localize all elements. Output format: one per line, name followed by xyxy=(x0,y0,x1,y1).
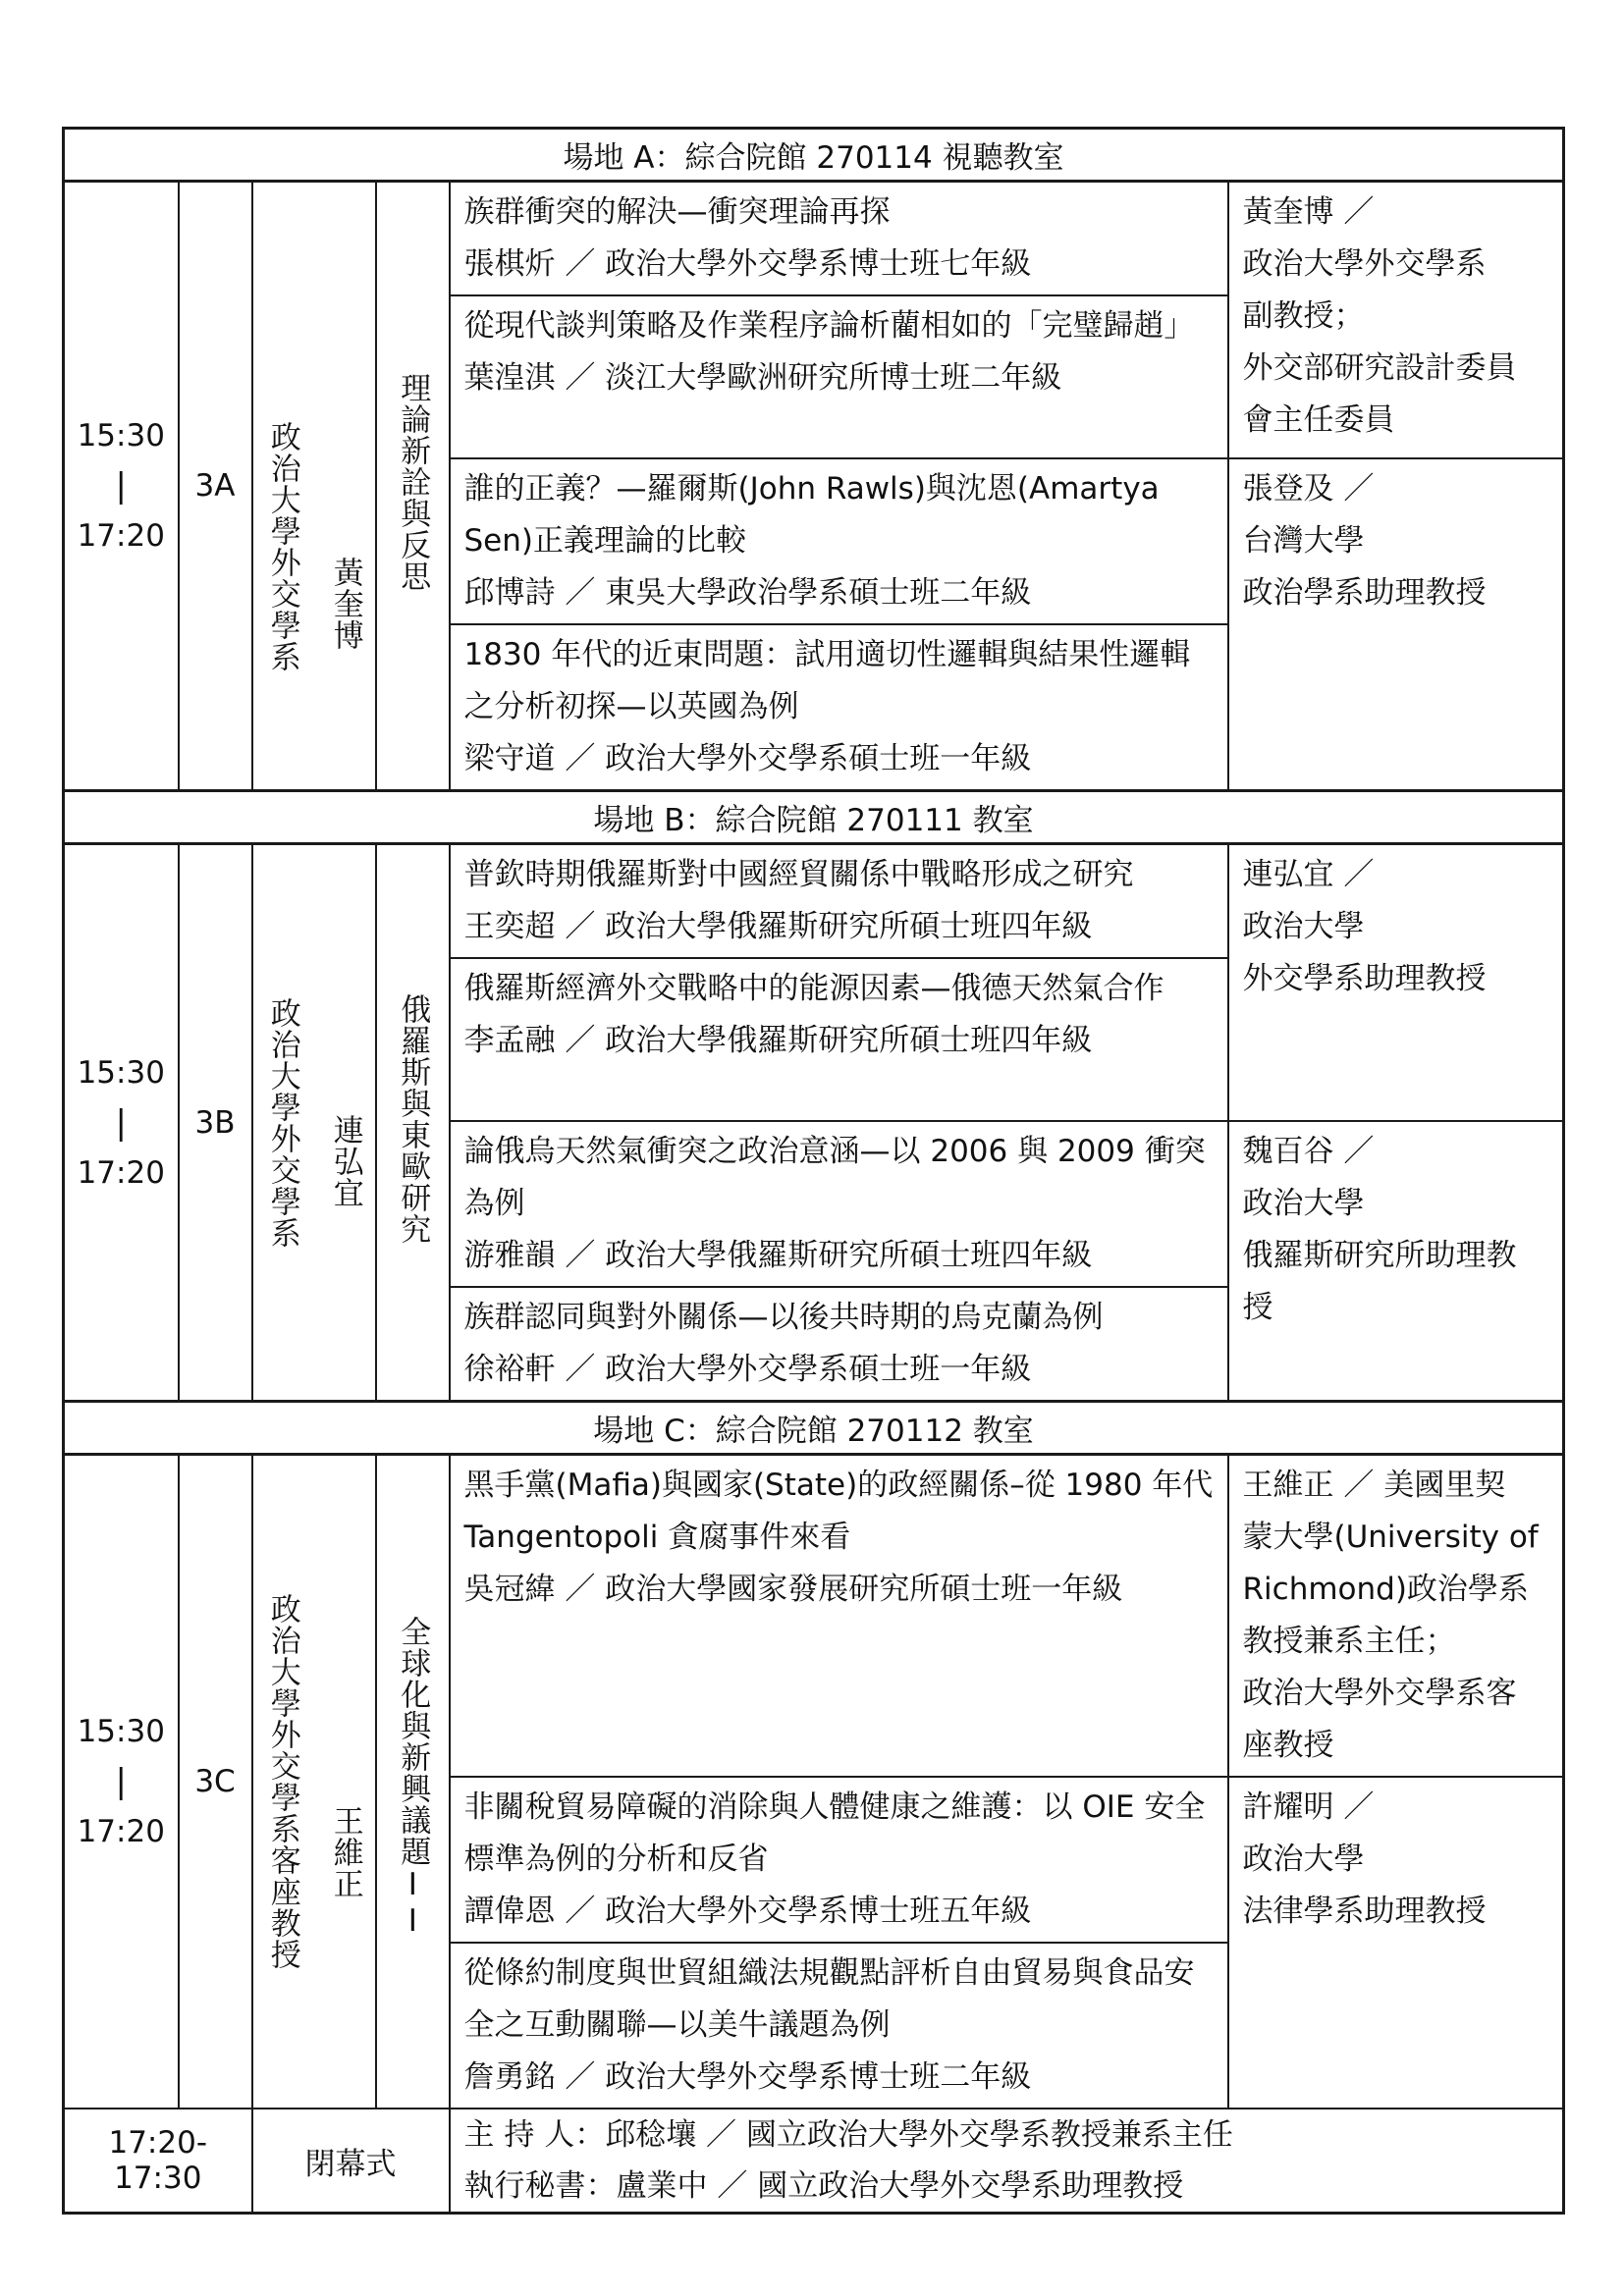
paper-title: 族群衝突的解決—衝突理論再探 xyxy=(463,194,891,230)
paper-3a-2 xyxy=(450,295,1228,458)
chair-affiliation: 政治大學外交學系 xyxy=(264,421,300,672)
paper-3b-4 xyxy=(450,1287,1228,1402)
discussant-line: 台灣大學 xyxy=(1242,523,1365,559)
closing-host: 主 持 人：邱稔壤 ／ 國立政治大學外交學系教授兼系主任 xyxy=(463,2117,1233,2153)
discussant-line: 法律學系助理教授 xyxy=(1242,1894,1487,1929)
closing-info xyxy=(450,2109,1564,2214)
paper-author: 葉湟淇 ／ 淡江大學歐洲研究所博士班二年級 xyxy=(463,360,1062,396)
time-end: 17:20 xyxy=(77,518,165,554)
time-start: 15:30 xyxy=(77,1714,165,1749)
discussant-line: 座教授 xyxy=(1242,1728,1334,1763)
time-separator: | xyxy=(115,1102,127,1143)
paper-3a-3 xyxy=(450,458,1228,624)
time-separator: | xyxy=(115,466,127,506)
discussant-line: 授 xyxy=(1242,1290,1273,1325)
venue-a-header: 場地 A：綜合院館 270114 視聽教室 xyxy=(64,129,1564,182)
discussant-line: 會主任委員 xyxy=(1242,402,1395,438)
paper-3a-4 xyxy=(450,624,1228,791)
discussant-line: 政治大學 xyxy=(1242,909,1365,944)
session-code-3a: 3A xyxy=(179,182,252,791)
paper-title: 普欽時期俄羅斯對中國經貿關係中戰略形成之研究 xyxy=(463,857,1134,892)
time-end: 17:20 xyxy=(77,1154,165,1191)
discussant-line: 王維正 ／ 美國里契 xyxy=(1242,1468,1506,1503)
topic-cell-3b xyxy=(376,844,450,1402)
chair-name: 黃奎博 xyxy=(327,556,363,651)
time-separator: | xyxy=(115,1762,127,1801)
chair-cell-3a xyxy=(252,182,376,791)
discussant-3a-2 xyxy=(1228,458,1564,791)
discussant-line: 政治學系助理教授 xyxy=(1242,575,1487,611)
session-time-3b xyxy=(64,844,179,1402)
discussant-line: 教授兼系主任； xyxy=(1242,1624,1456,1659)
session-time-3c xyxy=(64,1455,179,2109)
session-topic: 理論新詮與反思 xyxy=(395,372,431,592)
chair-name: 連弘宜 xyxy=(327,1114,363,1208)
discussant-line: 政治大學 xyxy=(1242,1186,1365,1221)
venue-b-header: 場地 B：綜合院館 270111 教室 xyxy=(64,791,1564,844)
discussant-line: 政治大學外交學系 xyxy=(1242,246,1487,282)
discussant-3c-1 xyxy=(1228,1455,1564,1778)
discussant-line: 黃奎博 ／ xyxy=(1242,194,1375,230)
session-code-3b: 3B xyxy=(179,844,252,1402)
paper-title: 論俄烏天然氣衝突之政治意涵—以 2006 與 2009 衝突為例 xyxy=(463,1134,1206,1221)
discussant-3b-2 xyxy=(1228,1121,1564,1402)
closing-time: 17:20-17:30 xyxy=(64,2109,252,2214)
closing-ceremony-label: 閉幕式 xyxy=(252,2109,450,2214)
discussant-line: 許耀明 ／ xyxy=(1242,1789,1375,1825)
paper-title: 非關稅貿易障礙的消除與人體健康之維護：以 OIE 安全標準為例的分析和反省 xyxy=(463,1789,1206,1877)
chair-cell-3c xyxy=(252,1455,376,2109)
time-end: 17:20 xyxy=(77,1814,165,1849)
discussant-line: 蒙大學(University of xyxy=(1242,1520,1539,1555)
session-time-3a xyxy=(64,182,179,791)
session-code-3c: 3C xyxy=(179,1455,252,2109)
paper-title: 從條約制度與世貿組織法規觀點評析自由貿易與食品安全之互動關聯—以美牛議題為例 xyxy=(463,1955,1195,2043)
discussant-line: Richmond)政治學系 xyxy=(1242,1572,1529,1607)
paper-author: 譚偉恩 ／ 政治大學外交學系博士班五年級 xyxy=(463,1894,1032,1929)
discussant-line: 張登及 ／ xyxy=(1242,471,1375,507)
paper-title: 黑手黨(Mafia)與國家(State)的政經關係–從 1980 年代 Tangentopoli 貪腐事件來看 xyxy=(463,1468,1214,1555)
topic-cell-3c xyxy=(376,1455,450,2109)
discussant-3a-1 xyxy=(1228,182,1564,459)
paper-author: 吳冠緯 ／ 政治大學國家發展研究所碩士班一年級 xyxy=(463,1572,1123,1607)
venue-c-header: 場地 C：綜合院館 270112 教室 xyxy=(64,1402,1564,1455)
time-start: 15:30 xyxy=(77,418,165,454)
paper-title: 從現代談判策略及作業程序論析藺相如的「完璧歸趙」 xyxy=(463,308,1195,344)
schedule-table xyxy=(62,127,1565,2215)
closing-secretary: 執行秘書：盧業中 ／ 國立政治大學外交學系助理教授 xyxy=(463,2168,1184,2204)
discussant-line: 連弘宜 ／ xyxy=(1242,857,1375,892)
paper-author: 李孟融 ／ 政治大學俄羅斯研究所碩士班四年級 xyxy=(463,1023,1093,1058)
time-start: 15:30 xyxy=(77,1054,165,1091)
paper-author: 徐裕軒 ／ 政治大學外交學系碩士班一年級 xyxy=(463,1352,1032,1387)
paper-title: 誰的正義？—羅爾斯(John Rawls)與沈恩(Amartya Sen)正義理論的比較 xyxy=(463,471,1160,559)
discussant-line: 政治大學 xyxy=(1242,1842,1365,1877)
discussant-line: 魏百谷 ／ xyxy=(1242,1134,1375,1169)
paper-title: 1830 年代的近東問題：試用適切性邏輯與結果性邏輯之分析初探—以英國為例 xyxy=(463,637,1191,724)
paper-title: 俄羅斯經濟外交戰略中的能源因素—俄德天然氣合作 xyxy=(463,971,1164,1006)
paper-author: 游雅韻 ／ 政治大學俄羅斯研究所碩士班四年級 xyxy=(463,1238,1093,1273)
paper-3a-1 xyxy=(450,182,1228,296)
topic-cell-3a xyxy=(376,182,450,791)
discussant-line: 政治大學外交學系客 xyxy=(1242,1676,1517,1711)
paper-author: 梁守道 ／ 政治大學外交學系碩士班一年級 xyxy=(463,741,1032,776)
paper-3c-3 xyxy=(450,1943,1228,2109)
paper-3c-2 xyxy=(450,1777,1228,1943)
paper-3b-1 xyxy=(450,844,1228,959)
paper-author: 張棋炘 ／ 政治大學外交學系博士班七年級 xyxy=(463,246,1032,282)
paper-author: 王奕超 ／ 政治大學俄羅斯研究所碩士班四年級 xyxy=(463,909,1093,944)
discussant-3c-2 xyxy=(1228,1777,1564,2109)
paper-3b-3 xyxy=(450,1121,1228,1287)
chair-name: 王維正 xyxy=(327,1805,363,1899)
discussant-line: 外交部研究設計委員 xyxy=(1242,350,1517,386)
discussant-line: 副教授； xyxy=(1242,298,1365,334)
discussant-line: 外交學系助理教授 xyxy=(1242,961,1487,996)
chair-cell-3b xyxy=(252,844,376,1402)
paper-3b-2 xyxy=(450,958,1228,1121)
paper-author: 邱博詩 ／ 東吳大學政治學系碩士班二年級 xyxy=(463,575,1032,611)
session-topic: 俄羅斯與東歐研究 xyxy=(395,992,431,1245)
discussant-3b-1 xyxy=(1228,844,1564,1122)
paper-3c-1 xyxy=(450,1455,1228,1778)
paper-title: 族群認同與對外關係—以後共時期的烏克蘭為例 xyxy=(463,1300,1104,1335)
paper-author: 詹勇銘 ／ 政治大學外交學系博士班二年級 xyxy=(463,2059,1032,2095)
discussant-line: 俄羅斯研究所助理教 xyxy=(1242,1238,1517,1273)
chair-affiliation: 政治大學外交學系客座教授 xyxy=(264,1593,300,1970)
chair-affiliation: 政治大學外交學系 xyxy=(264,996,300,1249)
session-topic: 全球化與新興議題II xyxy=(395,1616,431,1940)
